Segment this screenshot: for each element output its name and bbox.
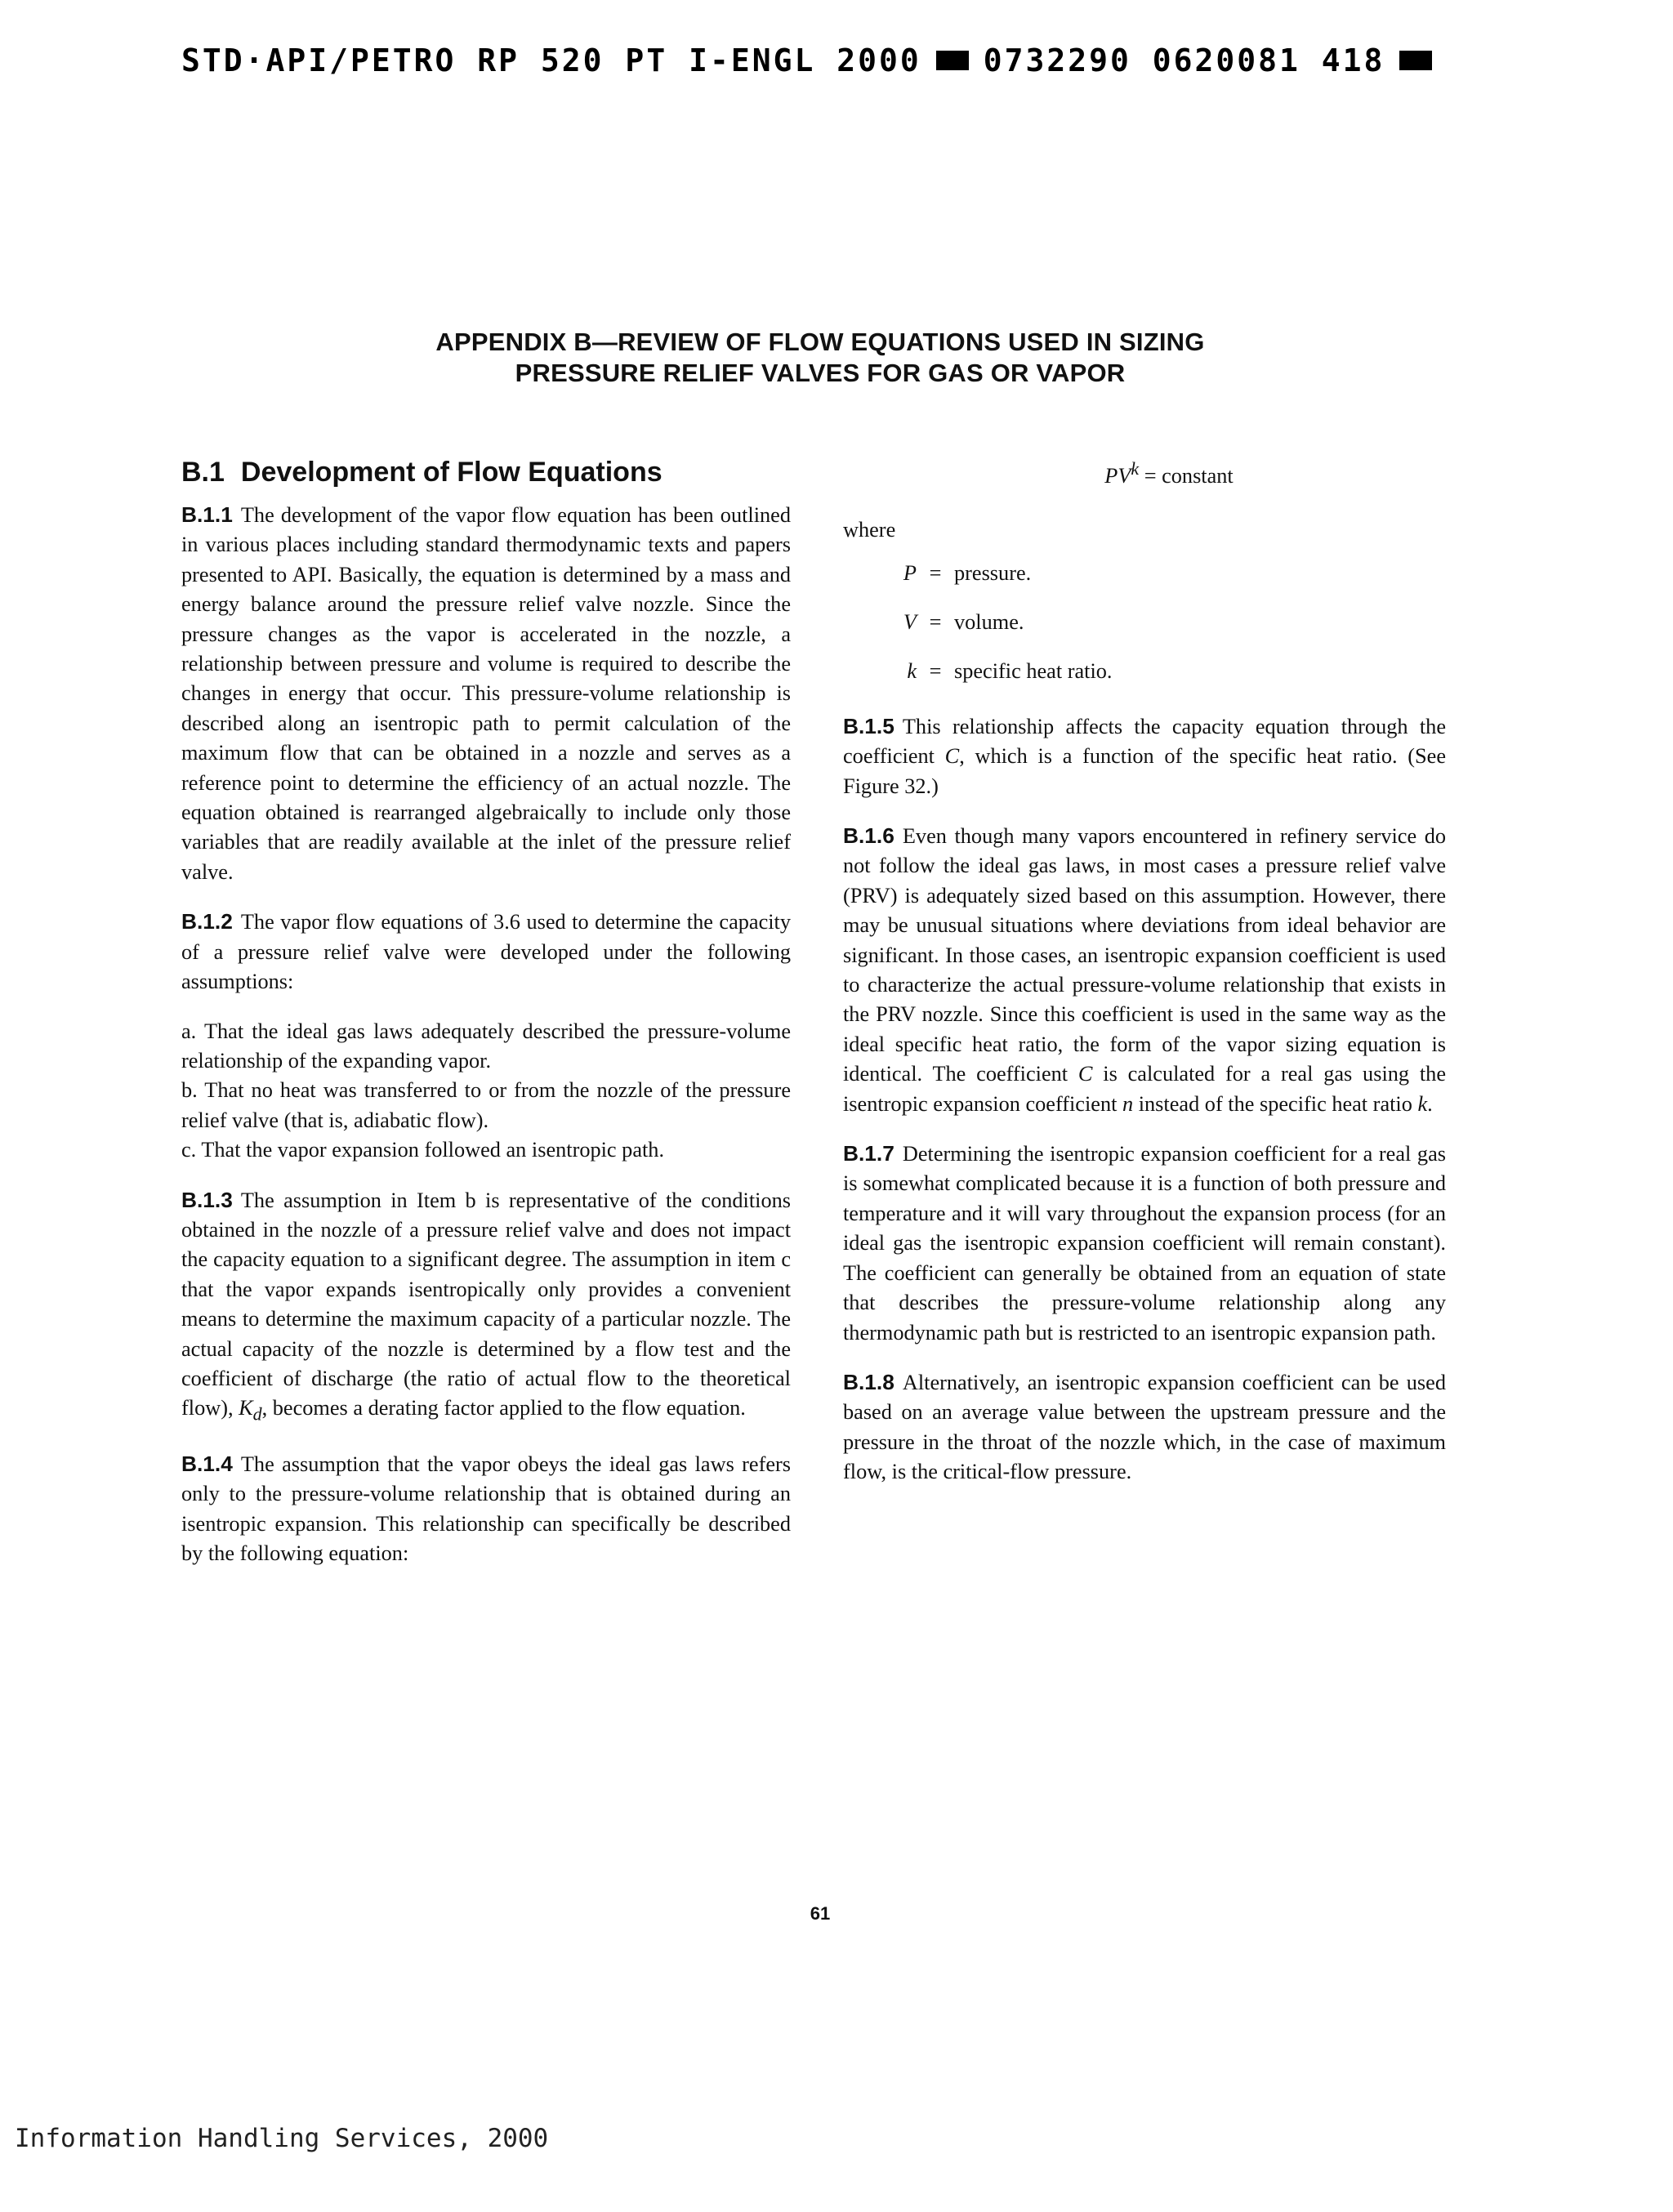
appendix-title xyxy=(0,327,1640,389)
definition-equals: = xyxy=(929,609,942,634)
paragraph-text: Even though many vapors encountered in refinery service do not follow the ideal gas laws, in most cases a pressure relief valve (PRV) is adequately sized based on this assumption. However, there may be unusual situations where deviations from ideal behavior are significant. In those cases, an isentropic expansion coefficient is used to characterize the actual pressure-volume relationship that exists in the PRV nozzle. Since this coefficient is used in the same way as the ideal specific heat ratio, the form of the vapor sizing equation is identical. The coefficient xyxy=(843,824,1446,1086)
paragraph-number: B.1.2 xyxy=(181,909,233,934)
definition-row xyxy=(843,559,1446,588)
definition-symbol: V xyxy=(903,609,917,634)
paragraph-text-middle: is calculated for a real gas using the isentropic expansion coefficient xyxy=(843,1062,1446,1116)
header-standard-id: STD·API/PETRO RP 520 PT I-ENGL 2000 xyxy=(181,42,921,78)
list-item: b. That no heat was transferred to or from the nozzle of the pressure relief valve (that is, adiabatic flow). xyxy=(181,1078,791,1132)
definition-symbol: k xyxy=(907,659,917,684)
where-label: where xyxy=(843,518,896,542)
definition-equals: = xyxy=(929,659,942,684)
paragraph-number: B.1.8 xyxy=(843,1369,894,1394)
paragraph-text: The development of the vapor flow equation has been outlined in various places including standard thermodynamic texts and papers presented to API. Basically, the equation is determined by a mass and energy balance around the pressure relief valve nozzle. Since the pressure changes as the vapor is accelerated in the nozzle, a relationship between pressure and volume is required to describe the changes in energy that occur. This pressure-volume relationship is described along an isentropic path to permit calculation of the maximum flow that can be obtained in a nozzle and serves as a reference point to determine the efficiency of an actual nozzle. The equation obtained is rearranged algebraically to include only those variables that are readily available at the inlet of the pressure relief valve. xyxy=(181,503,791,884)
coefficient-symbol: C xyxy=(944,744,960,769)
list-item: a. That the ideal gas laws adequately described the pressure-volume relationship of the expanding vapor. xyxy=(181,1019,791,1073)
definition-text: specific heat ratio. xyxy=(954,659,1113,684)
heat-ratio-symbol: k xyxy=(1417,1091,1428,1116)
paragraph-number: B.1.5 xyxy=(843,713,894,738)
header-bar-mark xyxy=(936,51,969,70)
paragraph-b-1-8 xyxy=(843,1367,1446,1487)
paragraph-text: Determining the isentropic expansion coefficient for a real gas is somewhat complicated because it is a function of both pressure and temperature and it will vary throughout the expansion process (for an ideal gas the isentropic expansion coefficient will remain constant). The coefficient can generally be obtained from an equation of state that describes the pressure-volume relationship along any thermodynamic path but is restricted to an isentropic expansion path. xyxy=(843,1142,1446,1345)
paragraph-text-tail: , which is a function of the specific heat ratio. (See Figure 32.) xyxy=(843,744,1446,798)
variable-definitions xyxy=(843,559,1446,687)
discharge-coefficient-symbol: K xyxy=(239,1396,253,1420)
coefficient-symbol: C xyxy=(1077,1062,1093,1086)
list-item: c. That the vapor expansion followed an isentropic path. xyxy=(181,1138,665,1162)
definition-text: pressure. xyxy=(954,560,1032,585)
paragraph-b-1-3 xyxy=(181,1185,791,1430)
definition-text: volume. xyxy=(954,609,1024,634)
definition-row xyxy=(843,657,1446,686)
paragraph-text: The vapor flow equations of 3.6 used to determine the capacity of a pressure relief valve were developed under the following assumptions: xyxy=(181,910,791,994)
title-line-1: APPENDIX B—REVIEW OF FLOW EQUATIONS USED IN SIZING xyxy=(435,328,1205,356)
left-column xyxy=(181,454,791,1589)
assumptions-list xyxy=(181,1017,791,1166)
title-line-2: PRESSURE RELIEF VALVES FOR GAS OR VAPOR xyxy=(515,359,1126,387)
discharge-coefficient-subscript: d xyxy=(252,1403,262,1425)
right-column xyxy=(843,454,1446,1507)
equation-lhs: PV xyxy=(1104,463,1131,488)
paragraph-b-1-7 xyxy=(843,1139,1446,1348)
equation-rhs: = constant xyxy=(1139,463,1234,488)
expansion-coefficient-symbol: n xyxy=(1122,1091,1134,1116)
definition-row xyxy=(843,608,1446,637)
definition-symbol: P xyxy=(903,560,917,585)
paragraph-text-tail: . xyxy=(1427,1091,1433,1116)
paragraph-text: The assumption that the vapor obeys the ideal gas laws refers only to the pressure-volume relationship that is obtained during an isentropic expansion. This relationship can specifically be described by the following equation: xyxy=(181,1452,791,1566)
paragraph-b-1-5 xyxy=(843,711,1446,801)
paragraph-text-middle: instead of the specific heat ratio xyxy=(1133,1091,1418,1116)
document-header xyxy=(181,42,1447,78)
isentropic-equation xyxy=(843,454,1446,491)
paragraph-text: The assumption in Item b is representative of the conditions obtained in the nozzle of a pressure relief valve and does not impact the capacity equation to a significant degree. The assumption in item c that the vapor expands isentropically only provides a convenient means to determine the maximum capacity of a particular nozzle. The actual capacity of the nozzle is determined by a flow test and the coefficient of discharge (the ratio of actual flow to the theoretical flow), xyxy=(181,1188,791,1420)
equation-exponent: k xyxy=(1131,458,1140,479)
paragraph-number: B.1.1 xyxy=(181,502,233,527)
paragraph-text: This relationship affects the capacity equation through the coefficient xyxy=(843,714,1446,769)
header-bar-mark xyxy=(1399,51,1432,70)
paragraph-b-1-4 xyxy=(181,1449,791,1569)
section-title: Development of Flow Equations xyxy=(240,457,663,488)
definition-equals: = xyxy=(929,560,942,585)
paragraph-b-1-1 xyxy=(181,500,791,887)
paragraph-b-1-2 xyxy=(181,907,791,997)
section-heading xyxy=(181,454,791,490)
page-number: 61 xyxy=(810,1903,831,1924)
header-doc-number: 0732290 0620081 418 xyxy=(983,42,1385,78)
paragraph-number: B.1.3 xyxy=(181,1187,233,1212)
paragraph-number: B.1.4 xyxy=(181,1452,233,1477)
paragraph-b-1-6 xyxy=(843,821,1446,1119)
paragraph-text: Alternatively, an isentropic expansion coefficient can be used based on an average value between the upstream pressure and the pressure in the throat of the nozzle which, in the case of maximum flow, is the critical-flow pressure. xyxy=(843,1370,1446,1484)
paragraph-number: B.1.6 xyxy=(843,823,894,849)
paragraph-number: B.1.7 xyxy=(843,1141,894,1166)
section-number: B.1 xyxy=(181,457,225,488)
paragraph-text-tail: , becomes a derating factor applied to the flow equation. xyxy=(261,1396,746,1420)
footer-credit: Information Handling Services, 2000 xyxy=(15,2124,549,2153)
